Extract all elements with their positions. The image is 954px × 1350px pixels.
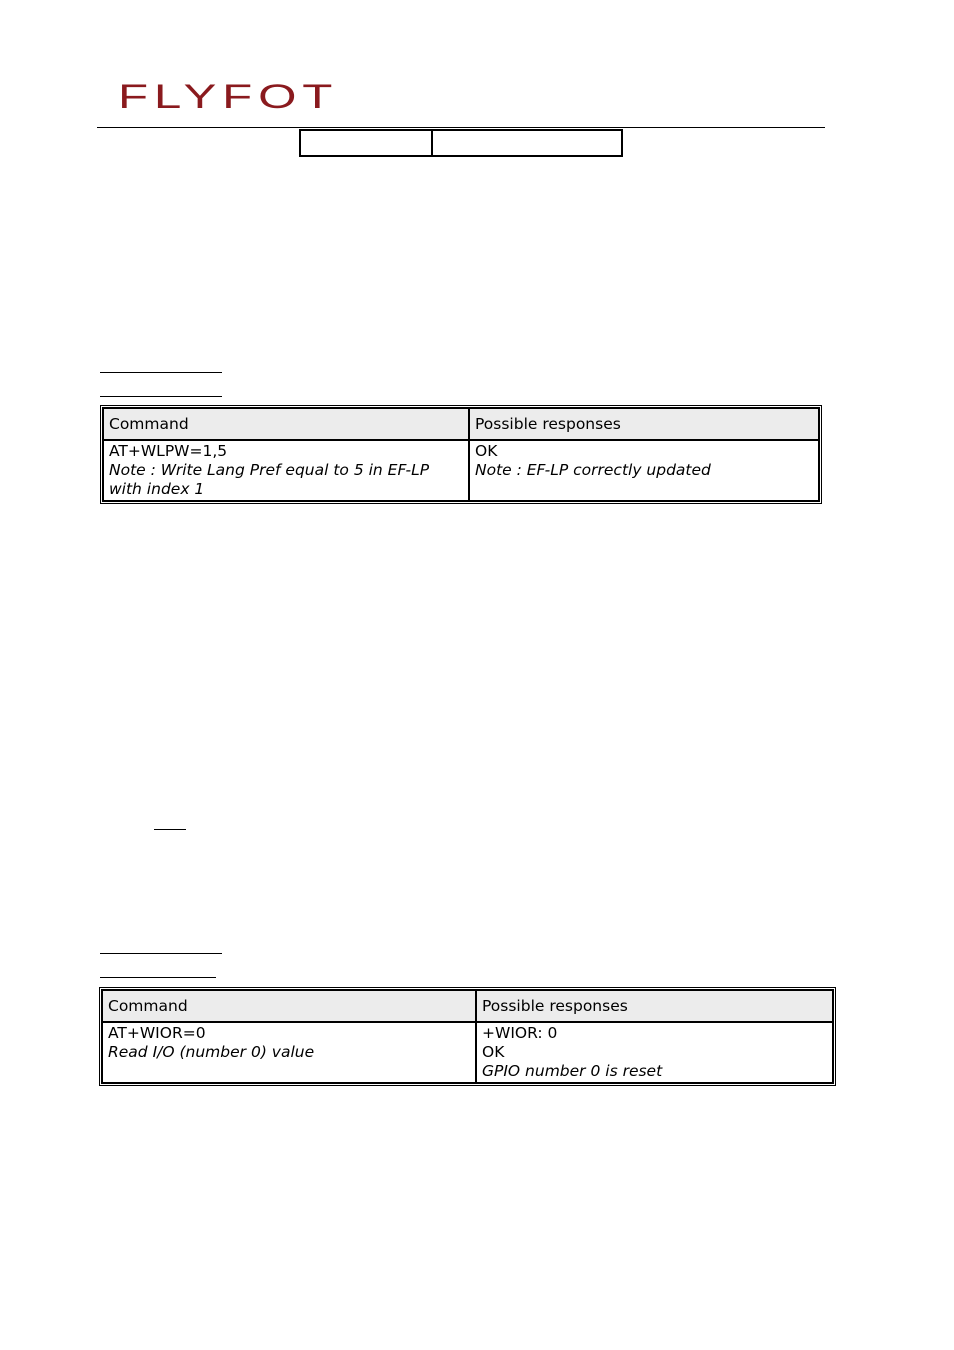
command-table-wior (99, 987, 836, 1086)
response-text: +WIOR: 0 (482, 1024, 558, 1042)
header-info-box (299, 129, 623, 157)
command-table-wlpw (100, 405, 822, 504)
table-header-row (103, 408, 819, 440)
table-row (103, 440, 819, 501)
response-note: Note : EF-LP correctly updated (475, 461, 711, 479)
response-text: OK (475, 442, 498, 460)
command-cell (103, 440, 469, 501)
response-cell (476, 1022, 833, 1083)
header-info-cell (433, 131, 621, 155)
section-heading-underline (100, 977, 216, 978)
response-note: GPIO number 0 is reset (482, 1062, 663, 1080)
header-info-cell (301, 131, 433, 155)
column-header-command: Command (102, 990, 476, 1022)
command-cell (102, 1022, 476, 1083)
column-header-command: Command (103, 408, 469, 440)
response-cell (469, 440, 819, 501)
response-text: OK (482, 1043, 505, 1061)
company-logo: FLYFOT (118, 78, 339, 116)
command-text: AT+WLPW=1,5 (109, 442, 228, 460)
table-row (102, 1022, 833, 1083)
command-note: Note : Write Lang Pref equal to 5 in EF-LP with index 1 (109, 461, 430, 498)
table-header-row (102, 990, 833, 1022)
command-note: Read I/O (number 0) value (108, 1043, 315, 1061)
header-divider (97, 127, 825, 128)
command-text: AT+WIOR=0 (108, 1024, 206, 1042)
section-heading-underline (100, 396, 222, 397)
inline-underline (154, 829, 186, 830)
section-heading-underline (100, 372, 222, 373)
column-header-responses: Possible responses (476, 990, 833, 1022)
column-header-responses: Possible responses (469, 408, 819, 440)
section-heading-underline (100, 953, 222, 954)
